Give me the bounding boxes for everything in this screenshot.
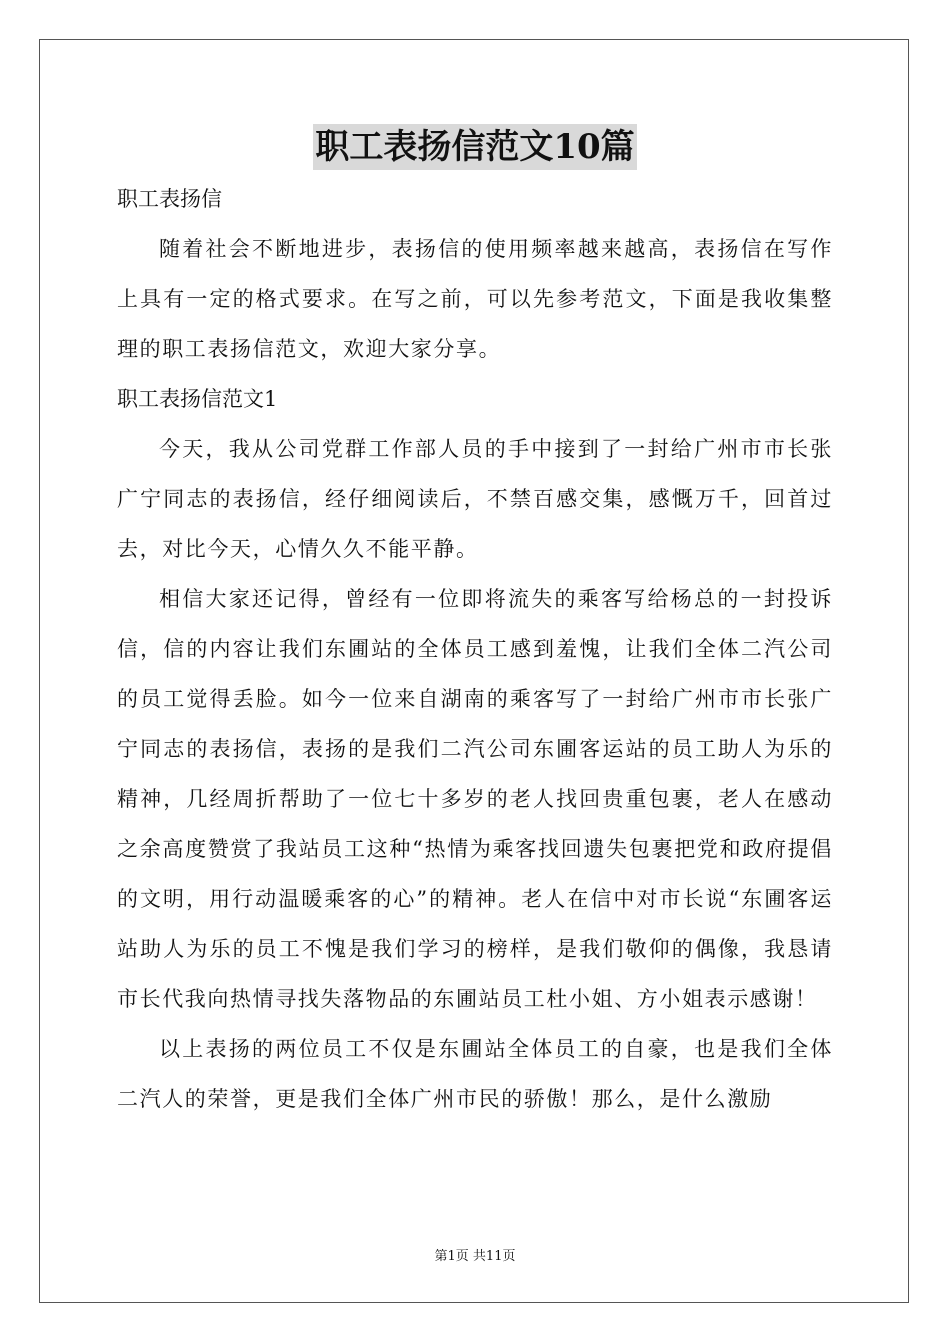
section-heading: 职工表扬信 [117, 187, 222, 211]
section-heading: 职工表扬信范文1 [117, 387, 278, 411]
document-title-wrap [0, 124, 950, 170]
paragraph: 今天，我从公司党群工作部人员的手中接到了一封给广州市市长张广宁同志的表扬信，经仔细阅读后，不禁百感交集，感慨万千，回首过去，对比今天，心情久久不能平静。 [117, 437, 833, 561]
page-footer: 第1页 共11页 [434, 1249, 516, 1264]
paragraph: 随着社会不断地进步，表扬信的使用频率越来越高，表扬信在写作上具有一定的格式要求。在写之前，可以先参考范文，下面是我收集整理的职工表扬信范文，欢迎大家分享。 [117, 237, 833, 361]
paragraph: 以上表扬的两位员工不仅是东圃站全体员工的自豪，也是我们全体二汽人的荣誉，更是我们全体广州市民的骄傲！那么，是什么激励 [117, 1037, 833, 1111]
paragraph: 相信大家还记得，曾经有一位即将流失的乘客写给杨总的一封投诉信，信的内容让我们东圃站的全体员工感到羞愧，让我们全体二汽公司的员工觉得丢脸。如今一位来自湖南的乘客写了一封给广州市市长张广宁同志的表扬信，表扬的是我们二汽公司东圃客运站的员工助人为乐的精神，几经周折帮助了一位七十多岁的老人找回贵重包裹，老人在感动之余高度赞赏了我站员工这种“热情为乘客找回遗失包裹把党和政府提倡的文明，用行动温暖乘客的心”的精神。老人在信中对市长说“东圃客运站助人为乐的员工不愧是我们学习的榜样，是我们敬仰的偶像，我恳请市长代我向热情寻找失落物品的东圃站员工杜小姐、方小姐表示感谢！ [117, 587, 833, 1011]
document-body [117, 174, 833, 1124]
document-title: 职工表扬信范文10篇 [313, 124, 636, 170]
